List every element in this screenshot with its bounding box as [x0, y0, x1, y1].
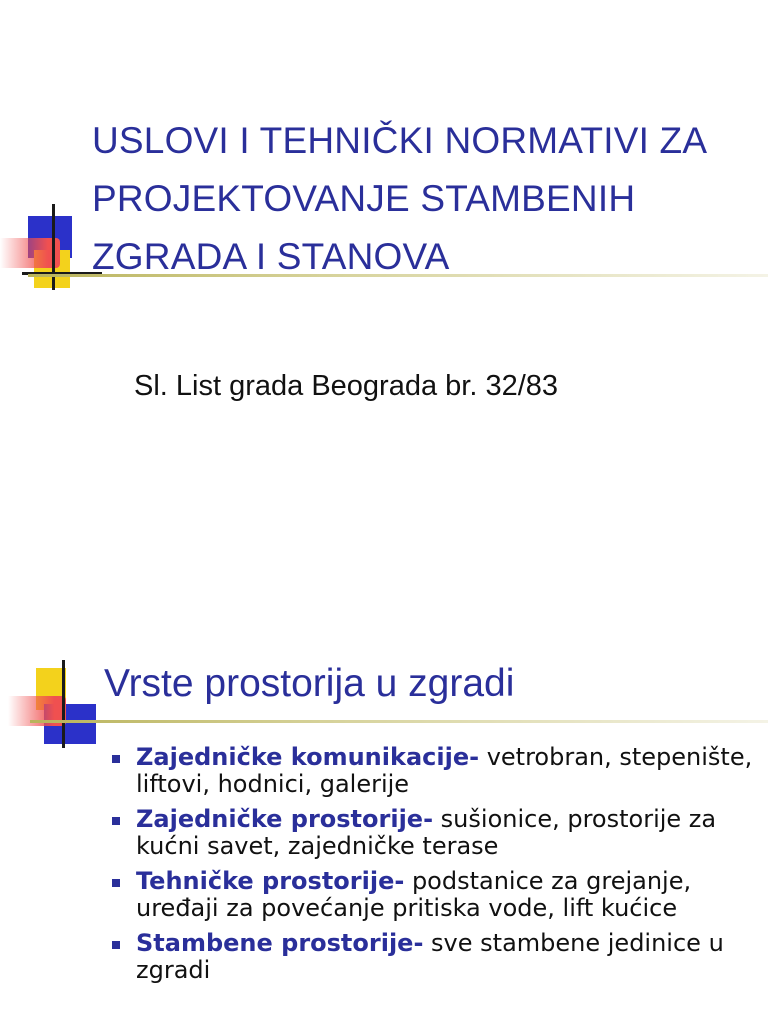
list-item — [110, 930, 760, 984]
square-bullet-icon — [112, 755, 120, 763]
logo-vertical-line — [52, 204, 55, 290]
page-title: USLOVI I TEHNIČKI NORMATIVI ZA PROJEKTOVANJE STAMBENIH ZGRADA I STANOVA — [92, 120, 706, 277]
bullet-text: sve stambene jedinice u zgradi — [136, 929, 724, 984]
section-title: Vrste prostorija u zgradi — [104, 662, 515, 705]
bullet-term: Tehničke prostorije- — [136, 867, 405, 895]
list-item — [110, 806, 760, 860]
list-item — [110, 868, 760, 922]
page-subtitle: Sl. List grada Beograda br. 32/83 — [134, 370, 559, 402]
list-item — [110, 744, 760, 798]
square-bullet-icon — [112, 817, 120, 825]
square-bullet-icon — [112, 879, 120, 887]
bullet-term: Zajedničke komunikacije- — [136, 743, 480, 771]
slide-room-types — [0, 640, 768, 1024]
red-gradient-bar — [0, 238, 60, 268]
bullet-text: vetrobran, stepenište, liftovi, hodnici, galerije — [136, 743, 753, 798]
square-bullet-icon — [112, 941, 120, 949]
bullet-term: Zajedničke prostorije- — [136, 805, 434, 833]
logo-vertical-line — [62, 660, 65, 748]
room-types-list — [110, 744, 760, 992]
bullet-term: Stambene prostorije- — [136, 929, 424, 957]
bullet-text: sušionice, prostorije za kućni savet, zajedničke terase — [136, 805, 717, 860]
title-underline — [30, 720, 768, 723]
bullet-text: podstanice za grejanje, uređaji za povećanje pritiska vode, lift kućice — [136, 867, 692, 922]
slide-logo-squares — [0, 658, 110, 758]
